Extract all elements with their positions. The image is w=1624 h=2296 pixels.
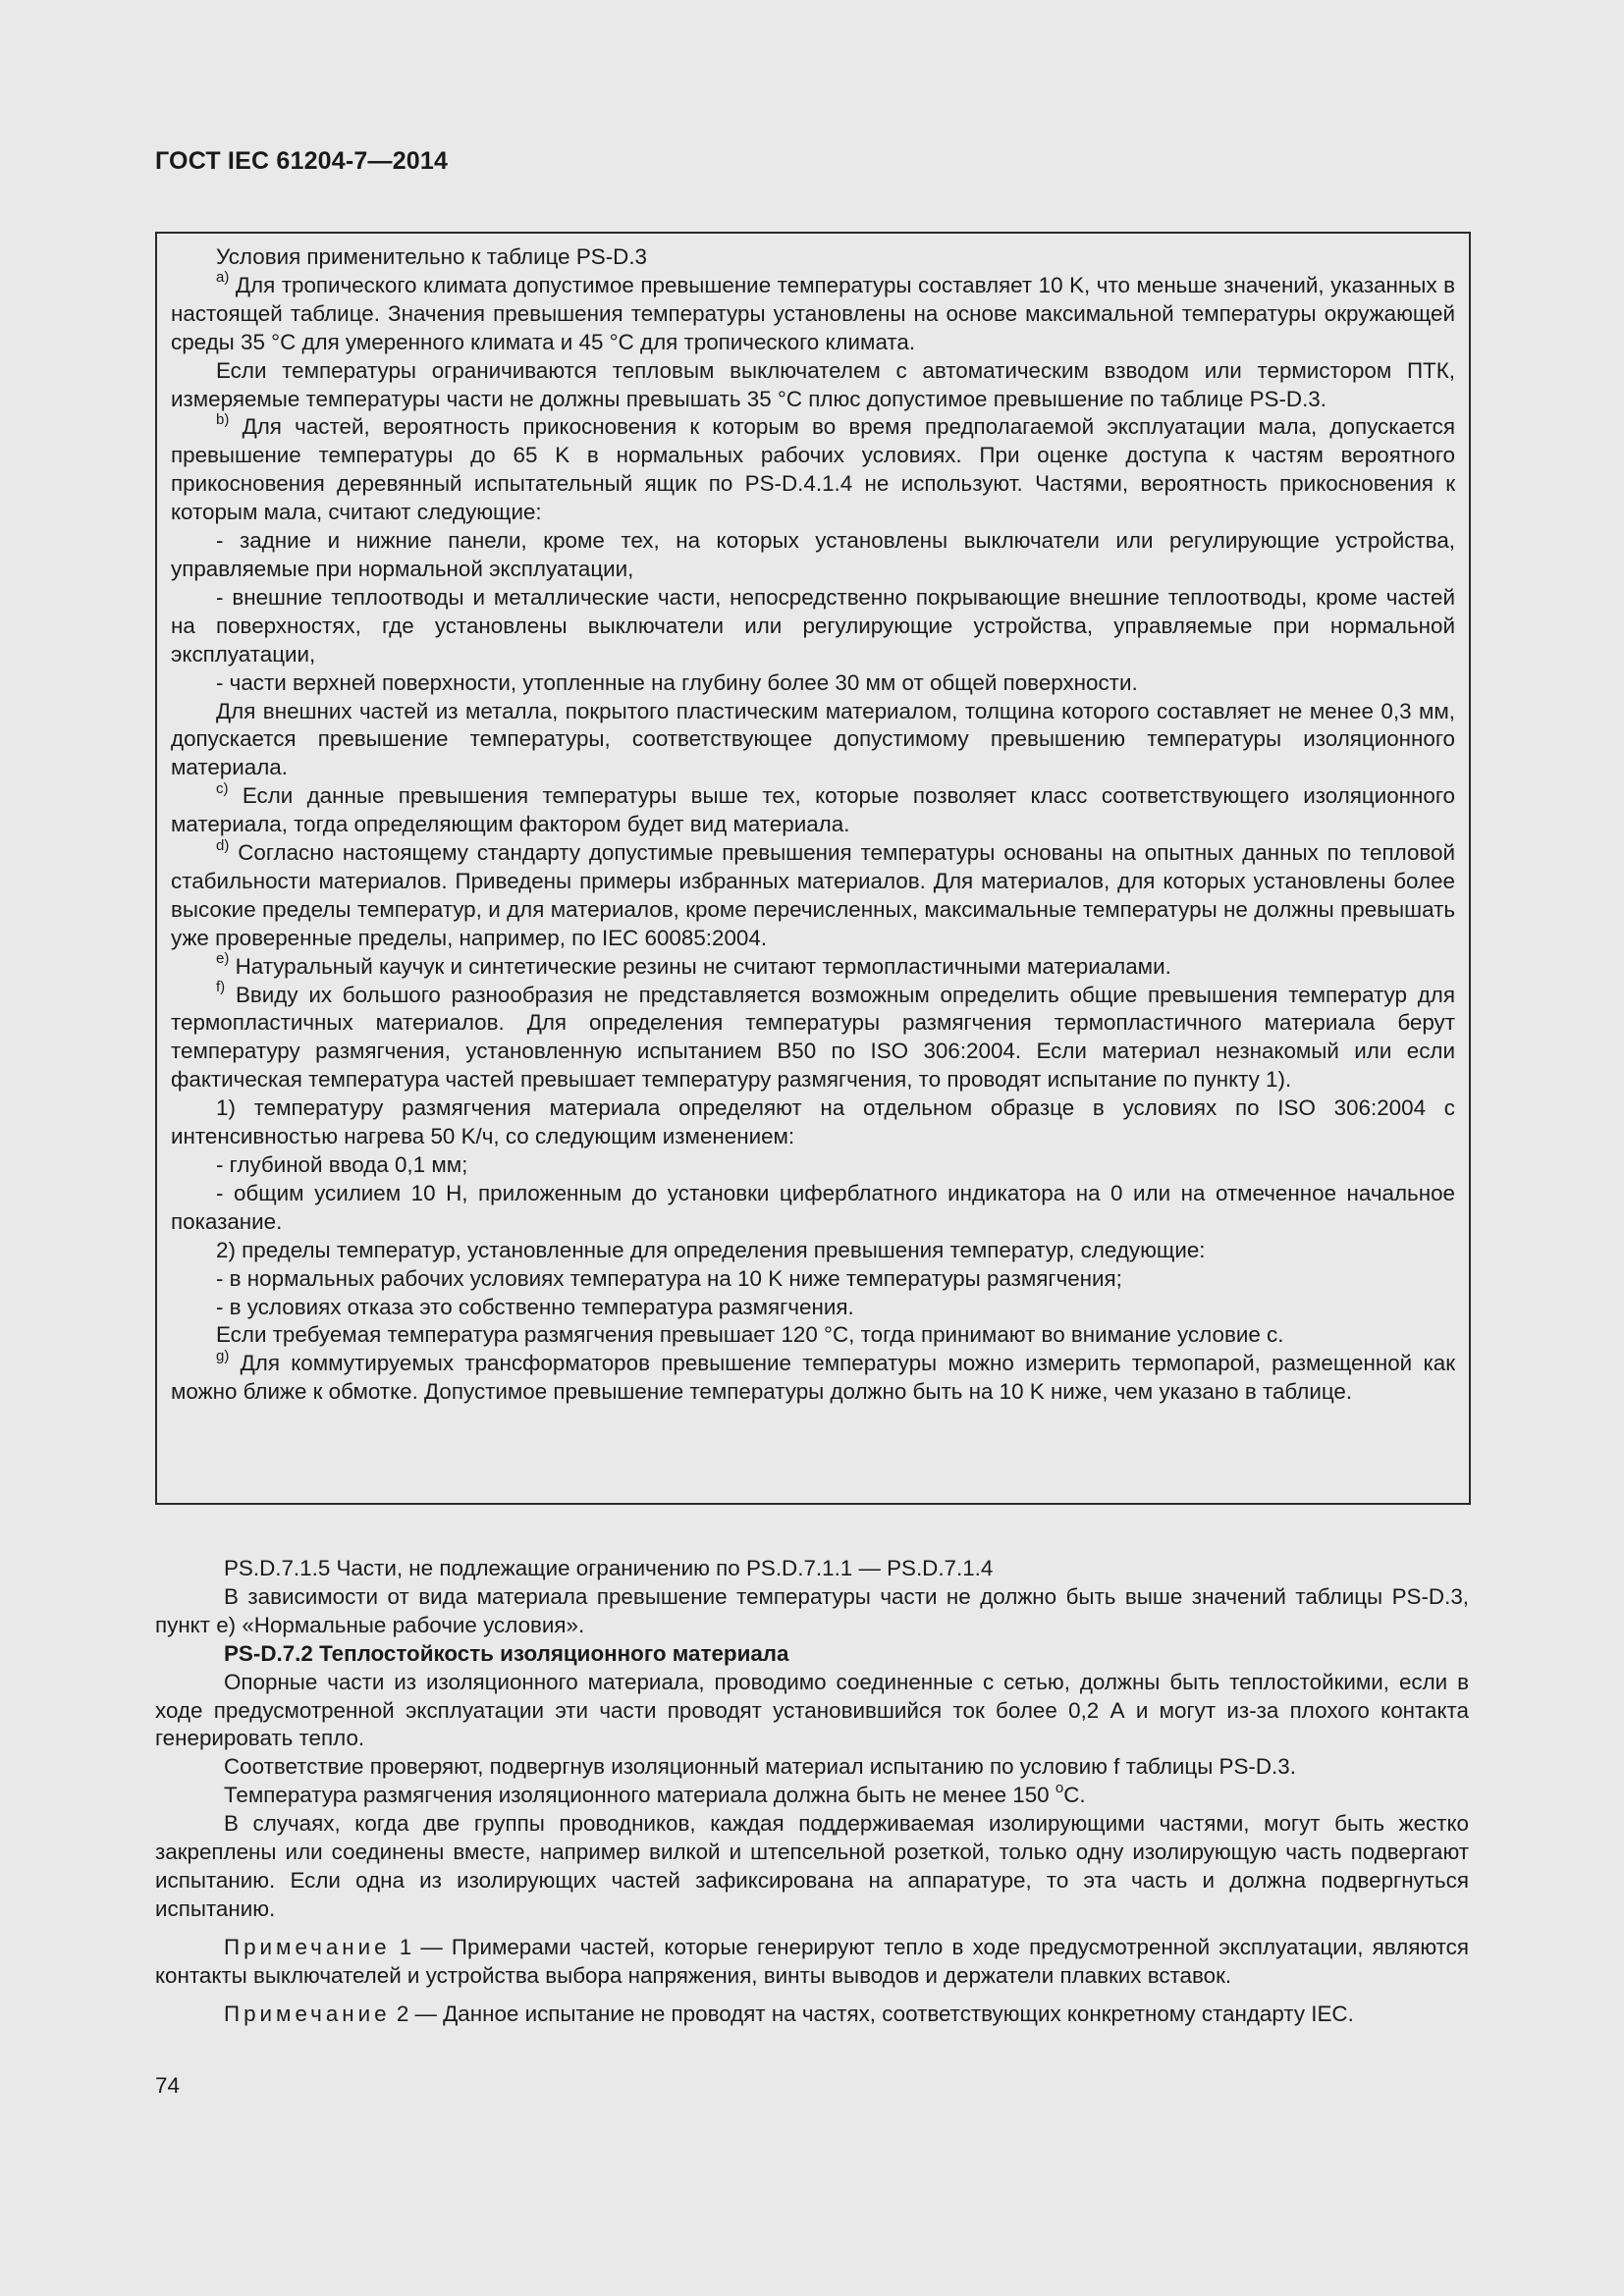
note-f-continued: Если требуемая температура размягчения превышает 120 °C, тогда принимают во внимание условие c. [216, 1322, 1284, 1348]
paragraph-ps-d-7-1-5: PS.D.7.1.5 Части, не подлежащие ограничению по PS.D.7.1.1 — PS.D.7.1.4 [224, 1556, 994, 1580]
softening-temp-unit: C. [1063, 1783, 1086, 1808]
note-c [171, 779, 1455, 839]
note-e [171, 950, 1455, 982]
note-g [171, 1347, 1455, 1407]
document-header: ГОСТ IEC 61204-7—2014 [155, 147, 449, 175]
note-b-mark: b) [216, 410, 230, 428]
note-b [171, 410, 1455, 527]
note-b-continued: Для внешних частей из металла, покрытого пластическим материалом, толщина которого составляет не менее 0,3 мм, допускается превышение температуры, соответствующее допустимому превышению температуры изоляционного материала. [171, 698, 1455, 780]
table-notes-box [155, 232, 1471, 1505]
note-e-text: Натуральный каучук и синтетические резины не считают термопластичными материалами. [229, 953, 1171, 979]
note-d-text: Согласно настоящему стандарту допустимые превышения температуры основаны на опытных данных по тепловой стабильности материалов. Приведены примеры избранных материалов. Для материалов, для которых установлены более высокие пределы температур, и для материалов, кроме перечисленных, максимальные температуры не должны превышать уже проверенные пределы, например, по IEC 60085:2004. [171, 840, 1455, 950]
note-d-mark: d) [216, 836, 230, 854]
main-text [155, 1555, 1469, 2029]
softening-temp-text: Температура размягчения изоляционного материала должна быть не менее 150 [224, 1783, 1056, 1808]
note-a-mark: a) [216, 269, 230, 287]
note-2-text: 2 — Данное испытание не проводят на частях, соответствующих конкретному стандарту IEC. [390, 2001, 1354, 2026]
note-f-mark: f) [216, 979, 226, 996]
paragraph-softening-temp [155, 1779, 1469, 1810]
paragraph-material-dependency: В зависимости от вида материала превышение температуры части не должно быть выше значений таблицы PS-D.3, пункт e) «Нормальные рабочие условия». [155, 1583, 1469, 1637]
note-1-label: Примечание [224, 1934, 391, 1959]
note-d [171, 836, 1455, 953]
notes-heading: Условия применительно к таблице PS-D.3 [216, 244, 647, 269]
note-b-text: Для частей, вероятность прикосновения к которым во время предполагаемой эксплуатации мала, допускается превышение температуры до 65 K в нормальных рабочих условиях. При оценке доступа к частям вероятного прикосновения деревянный испытательный ящик по PS-D.4.1.4 не используют. Частями, вероятность прикосновения к которым мала, считают следующие: [171, 414, 1455, 525]
paragraph-compliance-check: Соответствие проверяют, подвергнув изоляционный материал испытанию по условию f таблицы PS-D.3. [224, 1754, 1296, 1780]
note-b-item-1: - задние и нижние панели, кроме тех, на которых установлены выключатели или регулирующие устройства, управляемые при нормальной эксплуатации, [171, 528, 1455, 581]
note-f [171, 979, 1455, 1095]
note-f-item-1a: - глубиной ввода 0,1 мм; [216, 1152, 468, 1177]
note-1 [155, 1934, 1469, 1991]
note-g-mark: g) [216, 1347, 230, 1364]
section-heading-ps-d-7-2: PS-D.7.2 Теплостойкость изоляционного материала [224, 1640, 789, 1666]
note-f-item-1b: - общим усилием 10 Н, приложенным до установки циферблатного индикатора на 0 или на отмеченное начальное показание. [171, 1180, 1455, 1234]
note-a [171, 269, 1455, 357]
note-f-text: Ввиду их большого разнообразия не представляется возможным определить общие превышения температур для термопластичных материалов. Для определения температуры размягчения термопластичного материала берут температуру размягчения, установленную испытанием B50 по ISO 306:2004. Если материал незнакомый или если фактическая температура частей превышает температуру размягчения, то проводят испытание по пункту 1). [171, 982, 1455, 1093]
note-c-mark: c) [216, 779, 229, 797]
note-f-item-2: 2) пределы температур, установленные для определения превышения температур, следующие: [216, 1237, 1206, 1262]
note-f-item-2a: - в нормальных рабочих условиях температура на 10 K ниже температуры размягчения; [216, 1265, 1122, 1291]
page-number: 74 [155, 2073, 180, 2098]
note-2 [155, 2001, 1469, 2029]
note-a-text: Для тропического климата допустимое превышение температуры составляет 10 K, что меньше значений, указанных в настоящей таблице. Значения превышения температуры установлены на основе максимальной температуры окружающей среды 35 °C для умеренного климата и 45 °C для тропического климата. [171, 272, 1455, 354]
note-f-item-1: 1) температуру размягчения материала определяют на отдельном образце в условиях по ISO 306:2004 с интенсивностью нагрева 50 K/ч, со следующим изменением: [171, 1095, 1455, 1149]
note-2-label: Примечание [224, 2001, 391, 2026]
note-b-item-2: - внешние теплоотводы и металлические части, непосредственно покрывающие внешние теплоотводы, кроме частей на поверхностях, где установлены выключатели или регулирующие устройства, управляемые при нормальной эксплуатации, [171, 584, 1455, 667]
note-f-item-2b: - в условиях отказа это собственно температура размягчения. [216, 1294, 854, 1319]
paragraph-conductor-groups: В случаях, когда две группы проводников, каждая поддерживаемая изолирующими частями, могут быть жестко закреплены или соединены вместе, например вилкой и штепсельной розеткой, только одну изолирующую часть подвергают испытанию. Если одна из изолирующих частей зафиксирована на аппаратуре, то эта часть и должна подвергнуться испытанию. [155, 1811, 1469, 1921]
degree-sign: o [1055, 1779, 1064, 1796]
note-g-text: Для коммутируемых трансформаторов превышение температуры можно измерить термопарой, размещенной как можно ближе к обмотке. Допустимое превышение температуры должно быть на 10 K ниже, чем указано в таблице. [171, 1351, 1455, 1405]
note-c-text: Если данные превышения температуры выше тех, которые позволяет класс соответствующего изоляционного материала, тогда определяющим фактором будет вид материала. [171, 783, 1455, 837]
note-e-mark: e) [216, 950, 230, 968]
note-b-item-3: - части верхней поверхности, утопленные на глубину более 30 мм от общей поверхности. [216, 669, 1138, 695]
note-a-continued: Если температуры ограничиваются тепловым выключателем с автоматическим взводом или термистором ПТК, измеряемые температуры части не должны превышать 35 °C плюс допустимое превышение по таблице PS-D.3. [171, 357, 1455, 411]
paragraph-support-parts: Опорные части из изоляционного материала, проводимо соединенные с сетью, должны быть теплостойкими, если в ходе предусмотренной эксплуатации эти части проводят установившийся ток более 0,2 А и могут из-за плохого контакта генерировать тепло. [155, 1669, 1469, 1751]
note-1-text: 1 — Примерами частей, которые генерируют тепло в ходе предусмотренной эксплуатации, являются контакты выключателей и устройства выбора напряжения, винты выводов и держатели плавких вставок. [155, 1934, 1469, 1988]
